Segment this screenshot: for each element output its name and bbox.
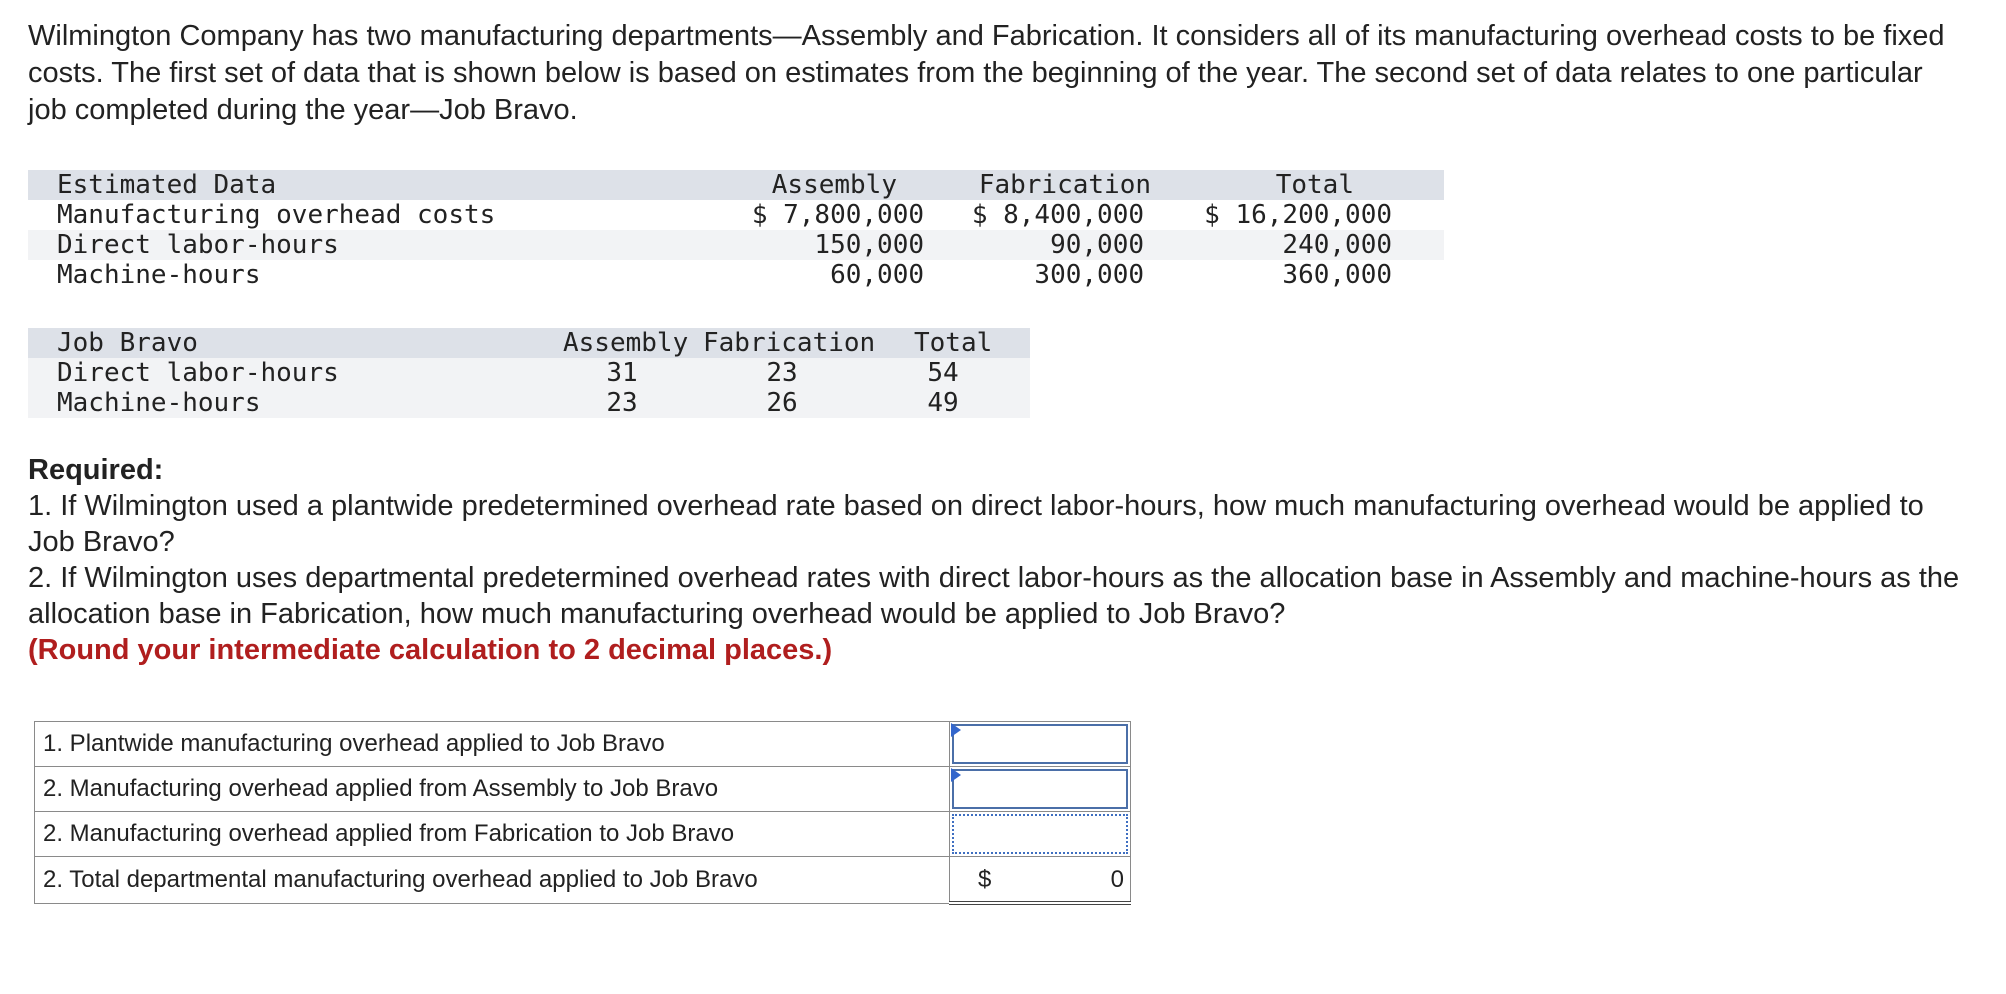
row-label: Machine-hours	[57, 388, 261, 418]
row-label: Manufacturing overhead costs	[57, 200, 496, 230]
assembly-value: 23	[606, 388, 638, 418]
rounding-note: (Round your intermediate calculation to 2 decimal places.)	[28, 634, 833, 666]
table-header-row	[28, 170, 1444, 200]
fabrication-value: 90,000	[1050, 230, 1144, 260]
required-section	[28, 452, 1978, 668]
assembly-value: $ 7,800,000	[751, 200, 924, 230]
problem-intro: Wilmington Company has two manufacturing departments—Assembly and Fabrication. It considers all of its manufacturing overhead costs to be fixed costs. The first set of data that is shown below is based on estimates from the beginning of the year. The second set of data relates to one particular job completed during the year—Job Bravo.	[28, 20, 1945, 126]
answer-label: 1. Plantwide manufacturing overhead applied to Job Bravo	[35, 722, 950, 767]
fabrication-value: 300,000	[1034, 260, 1144, 290]
table-row	[28, 200, 1444, 230]
answer-cell	[950, 767, 1131, 812]
header-assembly: Assembly	[771, 170, 897, 200]
fabrication-overhead-input[interactable]	[952, 814, 1128, 854]
row-label: Direct labor-hours	[57, 358, 339, 388]
row-label: Direct labor-hours	[57, 230, 339, 260]
total-value: 240,000	[1282, 230, 1392, 260]
table-row	[28, 260, 1444, 290]
total-value: 54	[927, 358, 959, 388]
table-row	[28, 230, 1444, 260]
fabrication-value: 26	[766, 388, 798, 418]
assembly-value: 60,000	[830, 260, 924, 290]
total-value: $ 16,200,000	[1204, 200, 1392, 230]
total-overhead-cell	[950, 857, 1131, 904]
fabrication-value: 23	[766, 358, 798, 388]
answer-label: 2. Total departmental manufacturing overhead applied to Job Bravo	[35, 857, 950, 904]
fabrication-value: $ 8,400,000	[971, 200, 1144, 230]
answer-row	[35, 812, 1131, 857]
cell-marker-icon	[951, 723, 961, 737]
answer-row	[35, 857, 1131, 904]
required-heading: Required:	[28, 454, 164, 486]
assembly-overhead-input[interactable]	[952, 769, 1128, 809]
estimated-data-table	[28, 170, 1444, 290]
row-label: Machine-hours	[57, 260, 261, 290]
total-value: 360,000	[1282, 260, 1392, 290]
table-header-row	[28, 328, 1030, 358]
header-estimated-data: Estimated Data	[57, 170, 277, 200]
assembly-value: 150,000	[814, 230, 924, 260]
header-total: Total	[1275, 170, 1354, 200]
total-value: 49	[927, 388, 959, 418]
header-total: Total	[914, 328, 993, 358]
header-assembly: Assembly	[563, 328, 689, 358]
answer-cell	[950, 812, 1131, 857]
header-fabrication: Fabrication	[978, 170, 1151, 200]
table-row	[28, 388, 1030, 418]
plantwide-overhead-input[interactable]	[952, 724, 1128, 764]
assembly-value: 31	[606, 358, 638, 388]
answer-label: 2. Manufacturing overhead applied from Fabrication to Job Bravo	[35, 812, 950, 857]
answer-row	[35, 722, 1131, 767]
question-2: 2. If Wilmington uses departmental predetermined overhead rates with direct labor-hours as the allocation base in Assembly and machine-hours as the allocation base in Fabrication, how much manufacturing overhead would be applied to Job Bravo?	[28, 562, 1960, 630]
answer-table	[34, 721, 1131, 905]
answer-cell	[950, 722, 1131, 767]
answer-row	[35, 767, 1131, 812]
question-1: 1. If Wilmington used a plantwide predetermined overhead rate based on direct labor-hours, how much manufacturing overhead would be applied to Job Bravo?	[28, 490, 1924, 558]
header-fabrication: Fabrication	[703, 328, 876, 358]
total-overhead-value: 0	[1110, 866, 1124, 893]
cell-marker-icon	[951, 768, 961, 782]
header-job-bravo: Job Bravo	[57, 328, 198, 358]
job-bravo-table	[28, 328, 1030, 418]
table-row	[28, 358, 1030, 388]
answer-label: 2. Manufacturing overhead applied from Assembly to Job Bravo	[35, 767, 950, 812]
currency-symbol: $	[978, 866, 992, 893]
